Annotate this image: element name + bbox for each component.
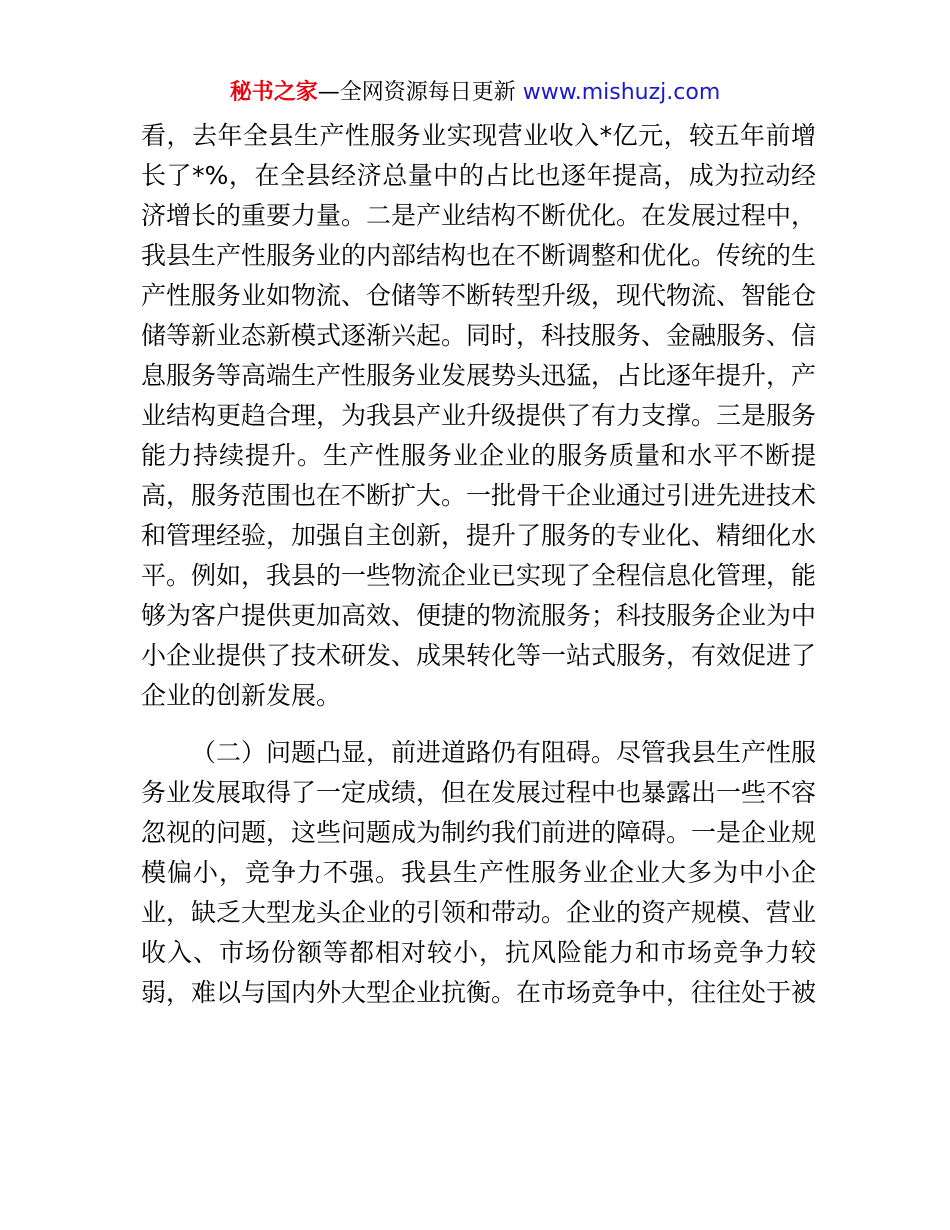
paragraph-2 <box>141 733 816 1013</box>
text-line: 息服务等高端生产性服务业发展势头迅猛，占比逐年提升，产 <box>141 361 816 390</box>
text-line: 业，缺乏大型龙头企业的引领和带动。企业的资产规模、营业 <box>141 898 816 927</box>
text-line: 和管理经验，加强自主创新，提升了服务的专业化、精细化水 <box>141 521 816 550</box>
text-line: 小企业提供了技术研发、成果转化等一站式服务，有效促进了 <box>141 641 816 670</box>
text-line: 弱，难以与国内外大型企业抗衡。在市场竞争中，往往处于被 <box>141 978 816 1007</box>
text-line: （二）问题凸显，前进道路仍有阻碍。尽管我县生产性服 <box>191 738 816 767</box>
text-line: 看，去年全县生产性服务业实现营业收入*亿元，较五年前增 <box>141 121 816 150</box>
text-line: 能力持续提升。生产性服务业企业的服务质量和水平不断提 <box>141 441 816 470</box>
text-line: 务业发展取得了一定成绩，但在发展过程中也暴露出一些不容 <box>141 778 816 807</box>
text-line: 长了*%，在全县经济总量中的占比也逐年提高，成为拉动经 <box>141 161 816 190</box>
paragraph-gap <box>141 716 816 733</box>
document-body <box>141 116 816 1013</box>
header-tagline: —全网资源每日更新 <box>317 80 523 105</box>
text-line: 储等新业态新模式逐渐兴起。同时，科技服务、金融服务、信 <box>141 321 816 350</box>
text-line: 企业的创新发展。 <box>141 681 342 710</box>
text-line: 忽视的问题，这些问题成为制约我们前进的障碍。一是企业规 <box>141 818 816 847</box>
site-url: www.mishuzj.com <box>522 80 721 105</box>
brand-name: 秘书之家 <box>229 80 318 105</box>
site-header <box>0 78 950 108</box>
text-line: 高，服务范围也在不断扩大。一批骨干企业通过引进先进技术 <box>141 481 816 510</box>
text-line: 平。例如，我县的一些物流企业已实现了全程信息化管理，能 <box>141 561 816 590</box>
text-line: 业结构更趋合理，为我县产业升级提供了有力支撑。三是服务 <box>141 401 816 430</box>
paragraph-1 <box>141 116 816 716</box>
text-line: 模偏小，竞争力不强。我县生产性服务业企业大多为中小企 <box>141 858 816 887</box>
text-line: 收入、市场份额等都相对较小，抗风险能力和市场竞争力较 <box>141 938 816 967</box>
text-line: 我县生产性服务业的内部结构也在不断调整和优化。传统的生 <box>141 241 816 270</box>
text-line: 够为客户提供更加高效、便捷的物流服务；科技服务企业为中 <box>141 601 816 630</box>
text-line: 产性服务业如物流、仓储等不断转型升级，现代物流、智能仓 <box>141 281 816 310</box>
text-line: 济增长的重要力量。二是产业结构不断优化。在发展过程中， <box>141 201 816 230</box>
